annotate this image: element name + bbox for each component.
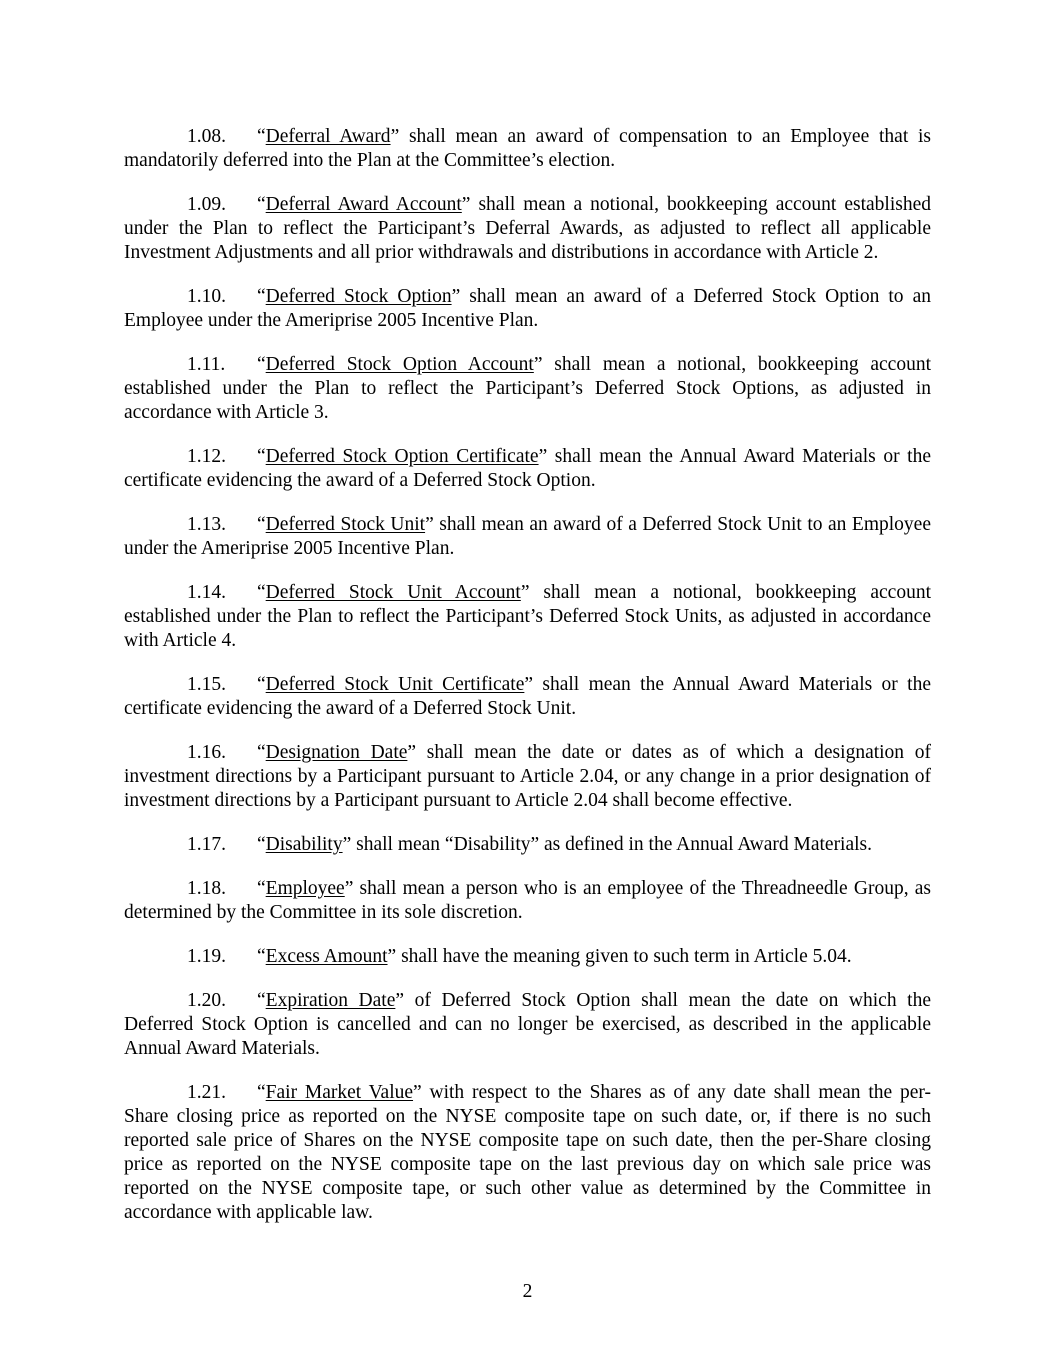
definition-text: shall mean the Annual Award Materials or the certificate evidencing the award of a Deferred Stock Option.: [124, 446, 931, 491]
definition-1-17: 1.17. “Disability” shall mean “Disability” as defined in the Annual Award Materials.: [187, 834, 873, 855]
defined-term: Deferred Stock Option Certificate: [265, 446, 539, 467]
section-number: 1.10.: [187, 286, 226, 307]
defined-term: Fair Market Value: [265, 1082, 414, 1103]
defined-term: Deferred Stock Option: [265, 286, 452, 307]
section-number: 1.13.: [187, 514, 226, 535]
page-number: 2: [522, 1281, 533, 1302]
defined-term: Designation Date: [265, 742, 408, 763]
defined-term: Excess Amount: [265, 946, 388, 967]
definition-text: shall mean a person who is an employee of the Threadneedle Group, as determined by the Committee in its sole discretion.: [124, 878, 931, 923]
defined-term: Deferred Stock Option Account: [265, 354, 534, 375]
section-number: 1.16.: [187, 742, 226, 763]
definition-1-11: 1.11. “Deferred Stock Option Account” shall mean a notional, bookkeeping account established under the Plan to reflect the Participant’s Deferred Stock Options, as adjusted in accordance with Article 3.: [124, 354, 931, 423]
definition-text: shall mean a notional, bookkeeping account established under the Plan to reflect the Participant’s Deferred Stock Units, as adjusted in accordance with Article 4.: [124, 582, 931, 651]
defined-term: Deferral Award: [265, 126, 391, 147]
defined-term: Disability: [265, 834, 343, 855]
section-number: 1.21.: [187, 1082, 226, 1103]
definition-1-18: 1.18. “Employee” shall mean a person who is an employee of the Threadneedle Group, as determined by the Committee in its sole discretion.: [124, 878, 931, 923]
definition-1-16: 1.16. “Designation Date” shall mean the date or dates as of which a designation of investment directions by a Participant pursuant to Article 2.04, or any change in a prior designation of investment directions by a Participant pursuant to Article 2.04 shall become effective.: [124, 742, 931, 811]
definition-text: of Deferred Stock Option shall mean the date on which the Deferred Stock Option is cancelled and can no longer be exercised, as described in the applicable Annual Award Materials.: [124, 990, 931, 1059]
definition-1-13: 1.13. “Deferred Stock Unit” shall mean an award of a Deferred Stock Unit to an Employee under the Ameriprise 2005 Incentive Plan.: [124, 514, 931, 559]
section-number: 1.14.: [187, 582, 226, 603]
defined-term: Deferral Award Account: [265, 194, 462, 215]
definition-1-08: 1.08. “Deferral Award” shall mean an award of compensation to an Employee that is mandatorily deferred into the Plan at the Committee’s election.: [124, 126, 931, 171]
defined-term: Deferred Stock Unit Certificate: [265, 674, 525, 695]
section-number: 1.09.: [187, 194, 226, 215]
definition-text: with respect to the Shares as of any date shall mean the per-Share closing price as reported on the NYSE composite tape on such date, or, if there is no such reported sale price of Shares on the NYSE composite tape on such date, then the per-Share closing price as reported on the NYSE composite tape on the last previous day on which sale price was reported on the NYSE composite tape, or such other value as determined by the Committee in accordance with applicable law.: [124, 1082, 931, 1223]
definition-text: shall mean a notional, bookkeeping account established under the Plan to reflect the Participant’s Deferred Stock Options, as adjusted in accordance with Article 3.: [124, 354, 931, 423]
defined-term: Employee: [265, 878, 345, 899]
section-number: 1.18.: [187, 878, 226, 899]
definition-text: shall mean an award of compensation to an Employee that is mandatorily deferred into the Plan at the Committee’s election.: [124, 126, 931, 171]
definition-1-12: 1.12. “Deferred Stock Option Certificate” shall mean the Annual Award Materials or the certificate evidencing the award of a Deferred Stock Option.: [124, 446, 931, 491]
definition-text: shall mean the Annual Award Materials or the certificate evidencing the award of a Deferred Stock Unit.: [124, 674, 931, 719]
section-number: 1.20.: [187, 990, 226, 1011]
document-body: [124, 125, 931, 1245]
definition-1-10: 1.10. “Deferred Stock Option” shall mean an award of a Deferred Stock Option to an Employee under the Ameriprise 2005 Incentive Plan.: [124, 286, 931, 331]
definition-text: shall mean “Disability” as defined in the Annual Award Materials.: [351, 834, 873, 855]
definition-text: shall have the meaning given to such term in Article 5.04.: [396, 946, 852, 967]
section-number: 1.15.: [187, 674, 226, 695]
section-number: 1.11.: [187, 354, 226, 375]
section-number: 1.17.: [187, 834, 226, 855]
definition-1-15: 1.15. “Deferred Stock Unit Certificate” shall mean the Annual Award Materials or the certificate evidencing the award of a Deferred Stock Unit.: [124, 674, 931, 719]
definition-1-09: 1.09. “Deferral Award Account” shall mean a notional, bookkeeping account established under the Plan to reflect the Participant’s Deferral Awards, as adjusted to reflect all applicable Investment Adjustments and all prior withdrawals and distributions in accordance with Article 2.: [124, 194, 931, 263]
definition-1-20: 1.20. “Expiration Date” of Deferred Stock Option shall mean the date on which the Deferred Stock Option is cancelled and can no longer be exercised, as described in the applicable Annual Award Materials.: [124, 990, 931, 1059]
section-number: 1.12.: [187, 446, 226, 467]
definition-text: shall mean an award of a Deferred Stock Option to an Employee under the Ameriprise 2005 Incentive Plan.: [124, 286, 931, 331]
definition-text: shall mean the date or dates as of which a designation of investment directions by a Participant pursuant to Article 2.04, or any change in a prior designation of investment directions by a Participant pursuant to Article 2.04 shall become effective.: [124, 742, 931, 811]
definition-1-19: 1.19. “Excess Amount” shall have the meaning given to such term in Article 5.04.: [187, 946, 852, 967]
defined-term: Deferred Stock Unit: [265, 514, 426, 535]
defined-term: Expiration Date: [265, 990, 396, 1011]
section-number: 1.08.: [187, 126, 226, 147]
definition-1-14: 1.14. “Deferred Stock Unit Account” shall mean a notional, bookkeeping account established under the Plan to reflect the Participant’s Deferred Stock Units, as adjusted in accordance with Article 4.: [124, 582, 931, 651]
definition-text: shall mean a notional, bookkeeping account established under the Plan to reflect the Participant’s Deferral Awards, as adjusted to reflect all applicable Investment Adjustments and all prior withdrawals and distributions in accordance with Article 2.: [124, 194, 931, 263]
section-number: 1.19.: [187, 946, 226, 967]
definition-1-21: 1.21. “Fair Market Value” with respect to the Shares as of any date shall mean the per-Share closing price as reported on the NYSE composite tape on such date, or, if there is no such reported sale price of Shares on the NYSE composite tape on such date, then the per-Share closing price as reported on the NYSE composite tape on the last previous day on which sale price was reported on the NYSE composite tape, or such other value as determined by the Committee in accordance with applicable law.: [124, 1082, 931, 1223]
defined-term: Deferred Stock Unit Account: [265, 582, 521, 603]
definition-text: shall mean an award of a Deferred Stock Unit to an Employee under the Ameriprise 2005 Incentive Plan.: [124, 514, 931, 559]
